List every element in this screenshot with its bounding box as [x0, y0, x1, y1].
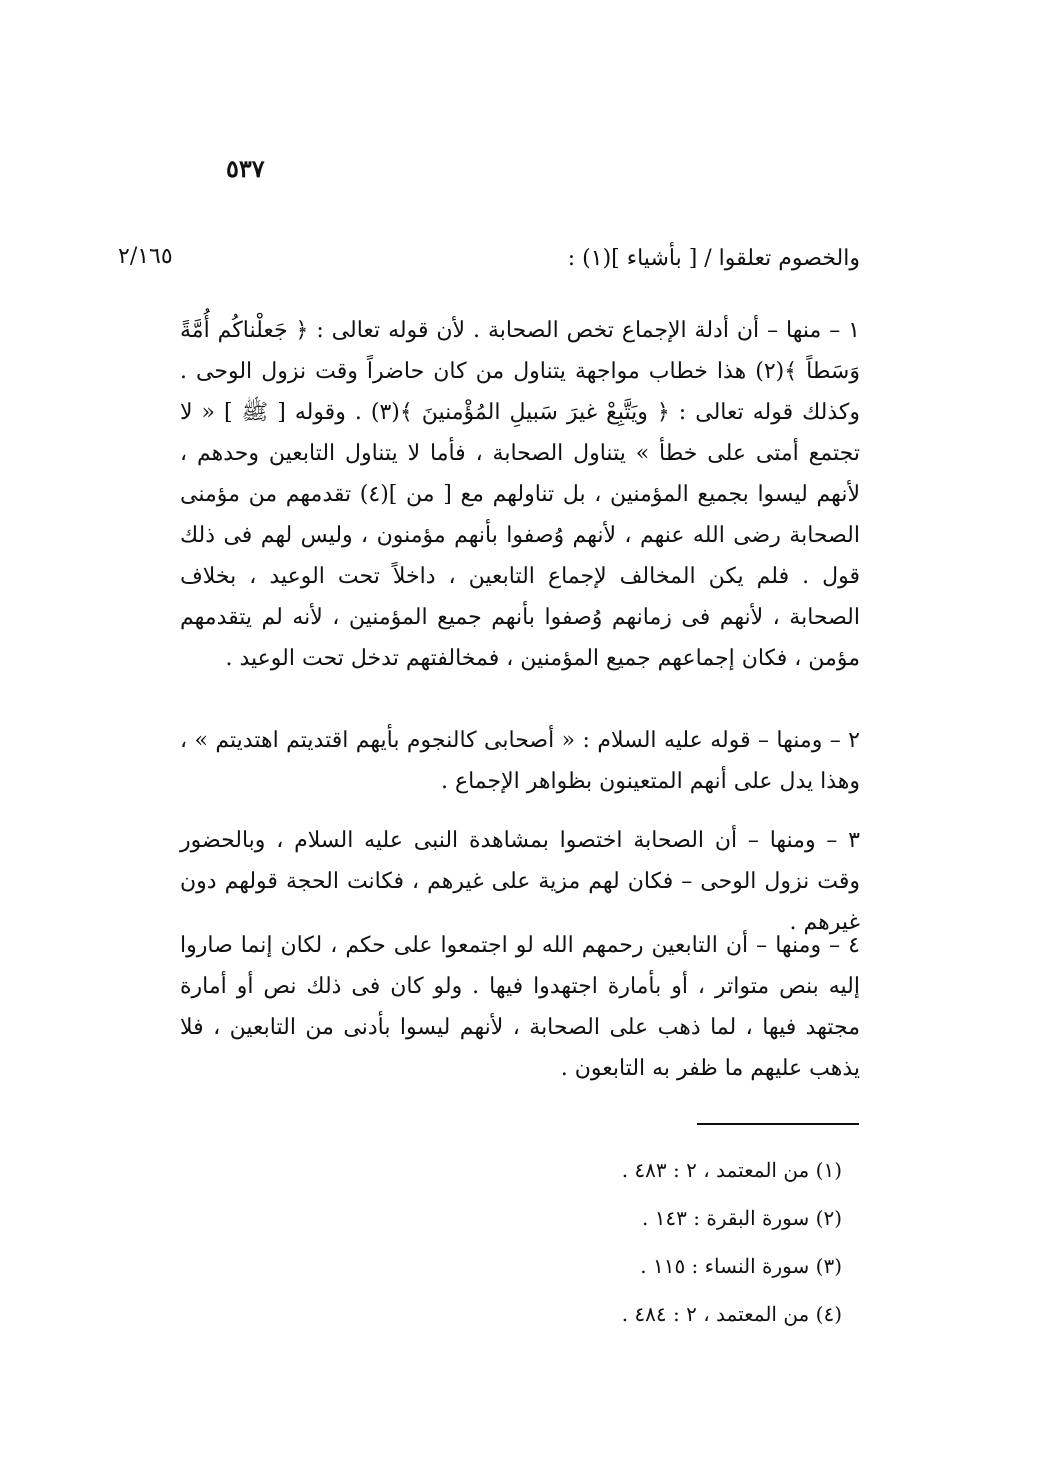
footnote-1: (١) من المعتمد ، ٢ : ٤٨٣ .	[621, 1158, 842, 1182]
margin-reference: ٢/١٦٥	[118, 244, 173, 269]
intro-line: والخصوم تعلقوا / [ بأشياء ](١) :	[567, 246, 860, 271]
footnote-2: (٢) سورة البقرة : ١٤٣ .	[641, 1206, 842, 1230]
footnote-4: (٤) من المعتمد ، ٢ : ٤٨٤ .	[621, 1302, 842, 1326]
footnotes	[480, 1146, 842, 1338]
paragraph-3: ٣ – ومنها – أن الصحابة اختصوا بمشاهدة النبى عليه السلام ، وبالحضور وقت نزول الوحى – فكان لهم مزية على غيرهم ، فكانت الحجة قولهم دون غيرهم .	[180, 828, 860, 935]
paragraph-4: ٤ – ومنها – أن التابعين رحمهم الله لو اجتمعوا على حكم ، لكان إنما صاروا إليه بنص متواتر ، أو بأمارة اجتهدوا فيها . ولو كان فى ذلك نص أو أمارة مجتهد فيها ، لما ذهب على الصحابة ، لأنهم ليسوا بأدنى من التابعين ، فلا يذهب عليهم ما ظفر به التابعون .	[180, 933, 860, 1081]
page-number: ٥٣٧	[226, 154, 265, 183]
footnote-3: (٣) سورة النساء : ١١٥ .	[640, 1254, 842, 1278]
footnote-separator	[697, 1123, 859, 1125]
paragraph-1: ١ – منها – أن أدلة الإجماع تخص الصحابة . لأن قوله تعالى : ﴿ جَعلْناكُم أُمَّةً وَسَطاً ﴾(٢) هذا خطاب مواجهة يتناول من كان حاضراً وقت نزول الوحى . وكذلك قوله تعالى : ﴿ ويَتَّبِعْ غيرَ سَبيلِ المُؤْمنينَ ﴾(٣) . وقوله [ ﷺ ] « لا تجتمع أمتى على خطأ » يتناول الصحابة ، فأما لا يتناول التابعين وحدهم ، لأنهم ليسوا بجميع المؤمنين ، بل تناولهم مع [ من ](٤) تقدمهم من مؤمنى الصحابة رضى الله عنهم ، لأنهم وُصفوا بأنهم مؤمنون ، وليس لهم فى ذلك قول . فلم يكن المخالف لإجماع التابعين ، داخلاً تحت الوعيد ، بخلاف الصحابة ، لأنهم فى زمانهم وُصفوا بأنهم جميع المؤمنين ، لأنه لم يتقدمهم مؤمن ، فكان إجماعهم جميع المؤمنين ، فمخالفتهم تدخل تحت الوعيد .	[180, 318, 861, 671]
paragraph-2: ٢ – ومنها – قوله عليه السلام : « أصحابى كالنجوم بأيهم اقتديتم اهتديتم » ، وهذا يدل على أنهم المتعينون بظواهر الإجماع .	[180, 728, 860, 794]
